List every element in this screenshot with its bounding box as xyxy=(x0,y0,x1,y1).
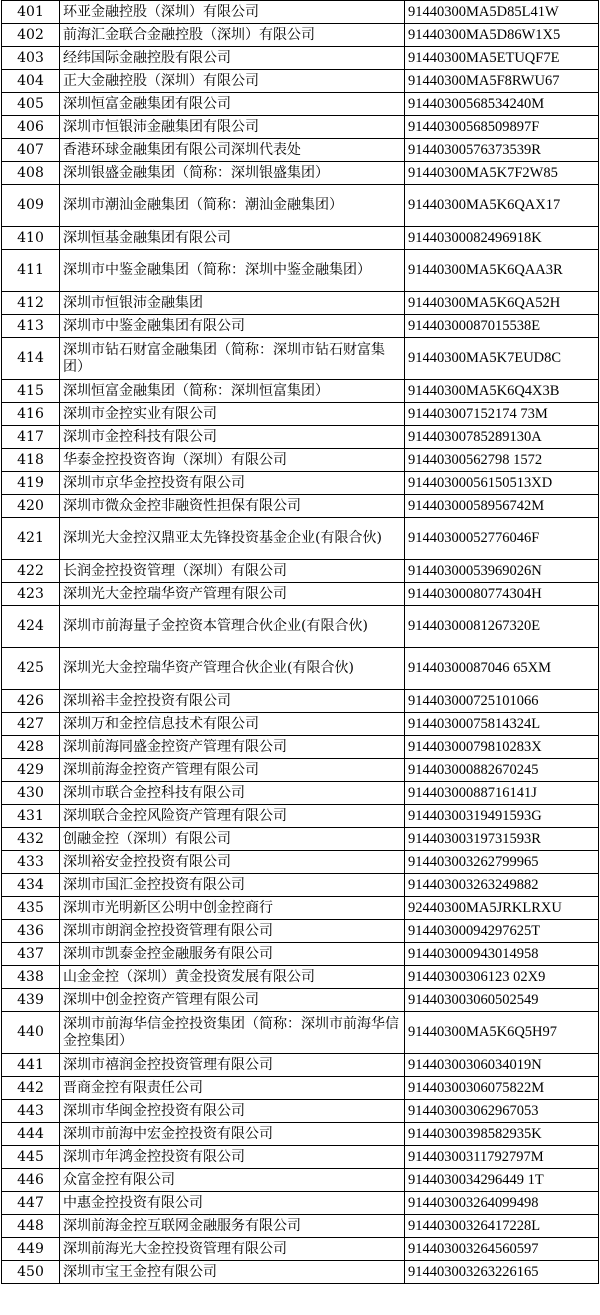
row-number-cell: 421 xyxy=(2,518,60,560)
credit-code-cell: 91440300568534240M xyxy=(405,93,599,116)
row-number-cell: 437 xyxy=(2,943,60,966)
row-number-cell: 438 xyxy=(2,966,60,989)
company-name-cell: 深圳光大金控汉鼎亚太先锋投资基金企业(有限合伙) xyxy=(60,518,405,560)
table-row xyxy=(2,93,599,116)
company-name-cell: 创融金控（深圳）有限公司 xyxy=(60,828,405,851)
row-number-cell: 429 xyxy=(2,759,60,782)
credit-code-cell: 91440300311792797M xyxy=(405,1146,599,1169)
row-number-cell: 446 xyxy=(2,1169,60,1192)
row-number-cell: 441 xyxy=(2,1054,60,1077)
row-number-cell: 419 xyxy=(2,472,60,495)
credit-code-cell: 91440300056150513XD xyxy=(405,472,599,495)
table-row xyxy=(2,1100,599,1123)
company-name-cell: 深圳市联合金控科技有限公司 xyxy=(60,782,405,805)
company-name-cell: 华泰金控投资咨询（深圳）有限公司 xyxy=(60,449,405,472)
row-number-cell: 433 xyxy=(2,851,60,874)
credit-code-cell: 91440300MA5K6Q4X3B xyxy=(405,380,599,403)
company-name-cell: 深圳市潮汕金融集团（简称：潮汕金融集团） xyxy=(60,185,405,227)
credit-code-cell: 91440300058956742M xyxy=(405,495,599,518)
row-number-cell: 405 xyxy=(2,93,60,116)
credit-code-cell: 914403003262799965 xyxy=(405,851,599,874)
credit-code-cell: 91440300094297625T xyxy=(405,920,599,943)
table-row xyxy=(2,185,599,227)
row-number-cell: 424 xyxy=(2,606,60,648)
table-row xyxy=(2,1012,599,1054)
row-number-cell: 415 xyxy=(2,380,60,403)
table-row xyxy=(2,713,599,736)
credit-code-cell: 91440300785289130A xyxy=(405,426,599,449)
row-number-cell: 423 xyxy=(2,583,60,606)
company-name-cell: 深圳市前海量子金控资本管理合伙企业(有限合伙) xyxy=(60,606,405,648)
table-row xyxy=(2,70,599,93)
credit-code-cell: 91440300MA5K7EUD8C xyxy=(405,338,599,380)
table-row xyxy=(2,989,599,1012)
credit-code-cell: 91440300MA5F8RWU67 xyxy=(405,70,599,93)
row-number-cell: 440 xyxy=(2,1012,60,1054)
company-name-cell: 山金金控（深圳）黄金投资发展有限公司 xyxy=(60,966,405,989)
credit-code-cell: 91440300MA5K6Q5H97 xyxy=(405,1012,599,1054)
table-row xyxy=(2,518,599,560)
company-name-cell: 深圳市前海华信金控投资集团（简称：深圳市前海华信金控集团） xyxy=(60,1012,405,1054)
row-number-cell: 407 xyxy=(2,139,60,162)
credit-code-cell: 91440300087046 65XM xyxy=(405,648,599,690)
table-row xyxy=(2,690,599,713)
credit-code-cell: 91440300576373539R xyxy=(405,139,599,162)
table-row xyxy=(2,648,599,690)
credit-code-cell: 914403000943014958 xyxy=(405,943,599,966)
company-name-cell: 深圳市前海中宏金控投资有限公司 xyxy=(60,1123,405,1146)
company-name-cell: 深圳裕安金控投资有限公司 xyxy=(60,851,405,874)
credit-code-cell: 91440300306123 02X9 xyxy=(405,966,599,989)
table-row xyxy=(2,1146,599,1169)
company-name-cell: 深圳市金控实业有限公司 xyxy=(60,403,405,426)
company-name-cell: 深圳光大金控瑞华资产管理合伙企业(有限合伙) xyxy=(60,648,405,690)
credit-code-cell: 9144030034296449 1T xyxy=(405,1169,599,1192)
row-number-cell: 434 xyxy=(2,874,60,897)
company-name-cell: 深圳市微众金控非融资性担保有限公司 xyxy=(60,495,405,518)
credit-code-cell: 91440300079810283X xyxy=(405,736,599,759)
company-name-cell: 深圳银盛金融集团（简称：深圳银盛集团） xyxy=(60,162,405,185)
table-row xyxy=(2,426,599,449)
table-row xyxy=(2,1215,599,1238)
table-row xyxy=(2,851,599,874)
table-row xyxy=(2,736,599,759)
row-number-cell: 426 xyxy=(2,690,60,713)
company-name-cell: 深圳市钻石财富金融集团（简称：深圳市钻石财富集团） xyxy=(60,338,405,380)
row-number-cell: 422 xyxy=(2,560,60,583)
company-name-cell: 深圳市金控科技有限公司 xyxy=(60,426,405,449)
company-name-cell: 深圳市国汇金控投资有限公司 xyxy=(60,874,405,897)
credit-code-cell: 91440300MA5D86W1X5 xyxy=(405,24,599,47)
table-row xyxy=(2,47,599,70)
company-name-cell: 深圳恒基金融集团有限公司 xyxy=(60,227,405,250)
row-number-cell: 442 xyxy=(2,1077,60,1100)
row-number-cell: 431 xyxy=(2,805,60,828)
company-name-cell: 深圳市凯泰金控金融服务有限公司 xyxy=(60,943,405,966)
table-row xyxy=(2,292,599,315)
company-name-cell: 环亚金融控股（深圳）有限公司 xyxy=(60,1,405,24)
credit-code-cell: 91440300568509897F xyxy=(405,116,599,139)
table-row xyxy=(2,1238,599,1261)
credit-code-cell: 914403003263226165 xyxy=(405,1261,599,1284)
credit-code-cell: 914403003263249882 xyxy=(405,874,599,897)
credit-code-cell: 91440300081267320E xyxy=(405,606,599,648)
row-number-cell: 404 xyxy=(2,70,60,93)
row-number-cell: 430 xyxy=(2,782,60,805)
company-name-cell: 正大金融控股（深圳）有限公司 xyxy=(60,70,405,93)
row-number-cell: 417 xyxy=(2,426,60,449)
company-name-cell: 深圳市朗润金控投资管理有限公司 xyxy=(60,920,405,943)
row-number-cell: 443 xyxy=(2,1100,60,1123)
credit-code-cell: 914403003062967053 xyxy=(405,1100,599,1123)
table-row xyxy=(2,966,599,989)
company-name-cell: 深圳恒富金融集团（简称：深圳恒富集团） xyxy=(60,380,405,403)
table-row xyxy=(2,560,599,583)
row-number-cell: 432 xyxy=(2,828,60,851)
row-number-cell: 447 xyxy=(2,1192,60,1215)
credit-code-cell: 914403003264099498 xyxy=(405,1192,599,1215)
credit-code-cell: 914403007152174 73M xyxy=(405,403,599,426)
credit-code-cell: 91440300MA5K6QAX17 xyxy=(405,185,599,227)
table-row xyxy=(2,403,599,426)
company-name-cell: 经纬国际金融控股有限公司 xyxy=(60,47,405,70)
company-name-cell: 深圳市禧润金控投资管理有限公司 xyxy=(60,1054,405,1077)
company-registry-table xyxy=(1,0,599,1284)
row-number-cell: 418 xyxy=(2,449,60,472)
company-name-cell: 深圳前海金控互联网金融服务有限公司 xyxy=(60,1215,405,1238)
company-name-cell: 深圳联合金控风险资产管理有限公司 xyxy=(60,805,405,828)
table-row xyxy=(2,897,599,920)
table-row xyxy=(2,315,599,338)
credit-code-cell: 914403003264560597 xyxy=(405,1238,599,1261)
company-name-cell: 深圳市中鉴金融集团（简称：深圳中鉴金融集团） xyxy=(60,250,405,292)
company-name-cell: 深圳市华闽金控投资有限公司 xyxy=(60,1100,405,1123)
credit-code-cell: 91440300082496918K xyxy=(405,227,599,250)
row-number-cell: 412 xyxy=(2,292,60,315)
credit-code-cell: 91440300398582935K xyxy=(405,1123,599,1146)
company-name-cell: 深圳万和金控信息技术有限公司 xyxy=(60,713,405,736)
table-row xyxy=(2,782,599,805)
credit-code-cell: 91440300053969026N xyxy=(405,560,599,583)
row-number-cell: 414 xyxy=(2,338,60,380)
row-number-cell: 410 xyxy=(2,227,60,250)
credit-code-cell: 91440300075814324L xyxy=(405,713,599,736)
registry-table-body xyxy=(2,1,599,1284)
table-row xyxy=(2,495,599,518)
table-row xyxy=(2,338,599,380)
table-row xyxy=(2,24,599,47)
table-row xyxy=(2,1077,599,1100)
credit-code-cell: 914403003060502549 xyxy=(405,989,599,1012)
row-number-cell: 408 xyxy=(2,162,60,185)
table-row xyxy=(2,828,599,851)
table-row xyxy=(2,116,599,139)
credit-code-cell: 914403000725101066 xyxy=(405,690,599,713)
company-name-cell: 深圳前海光大金控投资管理有限公司 xyxy=(60,1238,405,1261)
table-row xyxy=(2,1054,599,1077)
credit-code-cell: 91440300MA5K7F2W85 xyxy=(405,162,599,185)
company-name-cell: 香港环球金融集团有限公司深圳代表处 xyxy=(60,139,405,162)
credit-code-cell: 92440300MA5JRKLRXU xyxy=(405,897,599,920)
table-row xyxy=(2,805,599,828)
credit-code-cell: 91440300080774304H xyxy=(405,583,599,606)
row-number-cell: 439 xyxy=(2,989,60,1012)
row-number-cell: 403 xyxy=(2,47,60,70)
company-name-cell: 晋商金控有限责任公司 xyxy=(60,1077,405,1100)
table-row xyxy=(2,227,599,250)
table-row xyxy=(2,472,599,495)
company-name-cell: 深圳恒富金融集团有限公司 xyxy=(60,93,405,116)
row-number-cell: 444 xyxy=(2,1123,60,1146)
row-number-cell: 448 xyxy=(2,1215,60,1238)
company-name-cell: 深圳市京华金控投资有限公司 xyxy=(60,472,405,495)
row-number-cell: 411 xyxy=(2,250,60,292)
credit-code-cell: 91440300087015538E xyxy=(405,315,599,338)
row-number-cell: 445 xyxy=(2,1146,60,1169)
company-name-cell: 深圳市恒银沛金融集团 xyxy=(60,292,405,315)
table-row xyxy=(2,1123,599,1146)
table-row xyxy=(2,449,599,472)
credit-code-cell: 91440300319731593R xyxy=(405,828,599,851)
credit-code-cell: 91440300306034019N xyxy=(405,1054,599,1077)
table-row xyxy=(2,1192,599,1215)
row-number-cell: 413 xyxy=(2,315,60,338)
credit-code-cell: 91440300088716141J xyxy=(405,782,599,805)
row-number-cell: 449 xyxy=(2,1238,60,1261)
company-name-cell: 深圳市宝王金控有限公司 xyxy=(60,1261,405,1284)
credit-code-cell: 91440300MA5ETUQF7E xyxy=(405,47,599,70)
table-row xyxy=(2,1169,599,1192)
row-number-cell: 428 xyxy=(2,736,60,759)
table-row xyxy=(2,1261,599,1284)
table-row xyxy=(2,583,599,606)
company-name-cell: 深圳光大金控瑞华资产管理有限公司 xyxy=(60,583,405,606)
table-row xyxy=(2,943,599,966)
row-number-cell: 409 xyxy=(2,185,60,227)
company-name-cell: 深圳市中鉴金融集团有限公司 xyxy=(60,315,405,338)
company-name-cell: 深圳前海金控资产管理有限公司 xyxy=(60,759,405,782)
table-row xyxy=(2,759,599,782)
company-name-cell: 深圳中创金控资产管理有限公司 xyxy=(60,989,405,1012)
company-name-cell: 深圳市恒银沛金融集团有限公司 xyxy=(60,116,405,139)
credit-code-cell: 91440300052776046F xyxy=(405,518,599,560)
table-row xyxy=(2,874,599,897)
table-row xyxy=(2,920,599,943)
row-number-cell: 436 xyxy=(2,920,60,943)
row-number-cell: 427 xyxy=(2,713,60,736)
credit-code-cell: 91440300MA5K6QA52H xyxy=(405,292,599,315)
table-row xyxy=(2,162,599,185)
table-row xyxy=(2,606,599,648)
credit-code-cell: 91440300562798 1572 xyxy=(405,449,599,472)
row-number-cell: 425 xyxy=(2,648,60,690)
credit-code-cell: 91440300326417228L xyxy=(405,1215,599,1238)
table-row xyxy=(2,380,599,403)
company-name-cell: 众富金控有限公司 xyxy=(60,1169,405,1192)
company-name-cell: 深圳市年鸿金控投资有限公司 xyxy=(60,1146,405,1169)
credit-code-cell: 91440300MA5D85L41W xyxy=(405,1,599,24)
table-row xyxy=(2,139,599,162)
row-number-cell: 402 xyxy=(2,24,60,47)
credit-code-cell: 91440300319491593G xyxy=(405,805,599,828)
company-name-cell: 前海汇金联合金融控股（深圳）有限公司 xyxy=(60,24,405,47)
credit-code-cell: 91440300306075822M xyxy=(405,1077,599,1100)
row-number-cell: 435 xyxy=(2,897,60,920)
row-number-cell: 416 xyxy=(2,403,60,426)
credit-code-cell: 91440300MA5K6QAA3R xyxy=(405,250,599,292)
table-row xyxy=(2,250,599,292)
row-number-cell: 406 xyxy=(2,116,60,139)
company-name-cell: 深圳裕丰金控投资有限公司 xyxy=(60,690,405,713)
row-number-cell: 420 xyxy=(2,495,60,518)
company-name-cell: 长润金控投资管理（深圳）有限公司 xyxy=(60,560,405,583)
row-number-cell: 450 xyxy=(2,1261,60,1284)
company-name-cell: 中惠金控投资有限公司 xyxy=(60,1192,405,1215)
table-row xyxy=(2,1,599,24)
credit-code-cell: 914403000882670245 xyxy=(405,759,599,782)
row-number-cell: 401 xyxy=(2,1,60,24)
company-name-cell: 深圳市光明新区公明中创金控商行 xyxy=(60,897,405,920)
company-name-cell: 深圳前海同盛金控资产管理有限公司 xyxy=(60,736,405,759)
